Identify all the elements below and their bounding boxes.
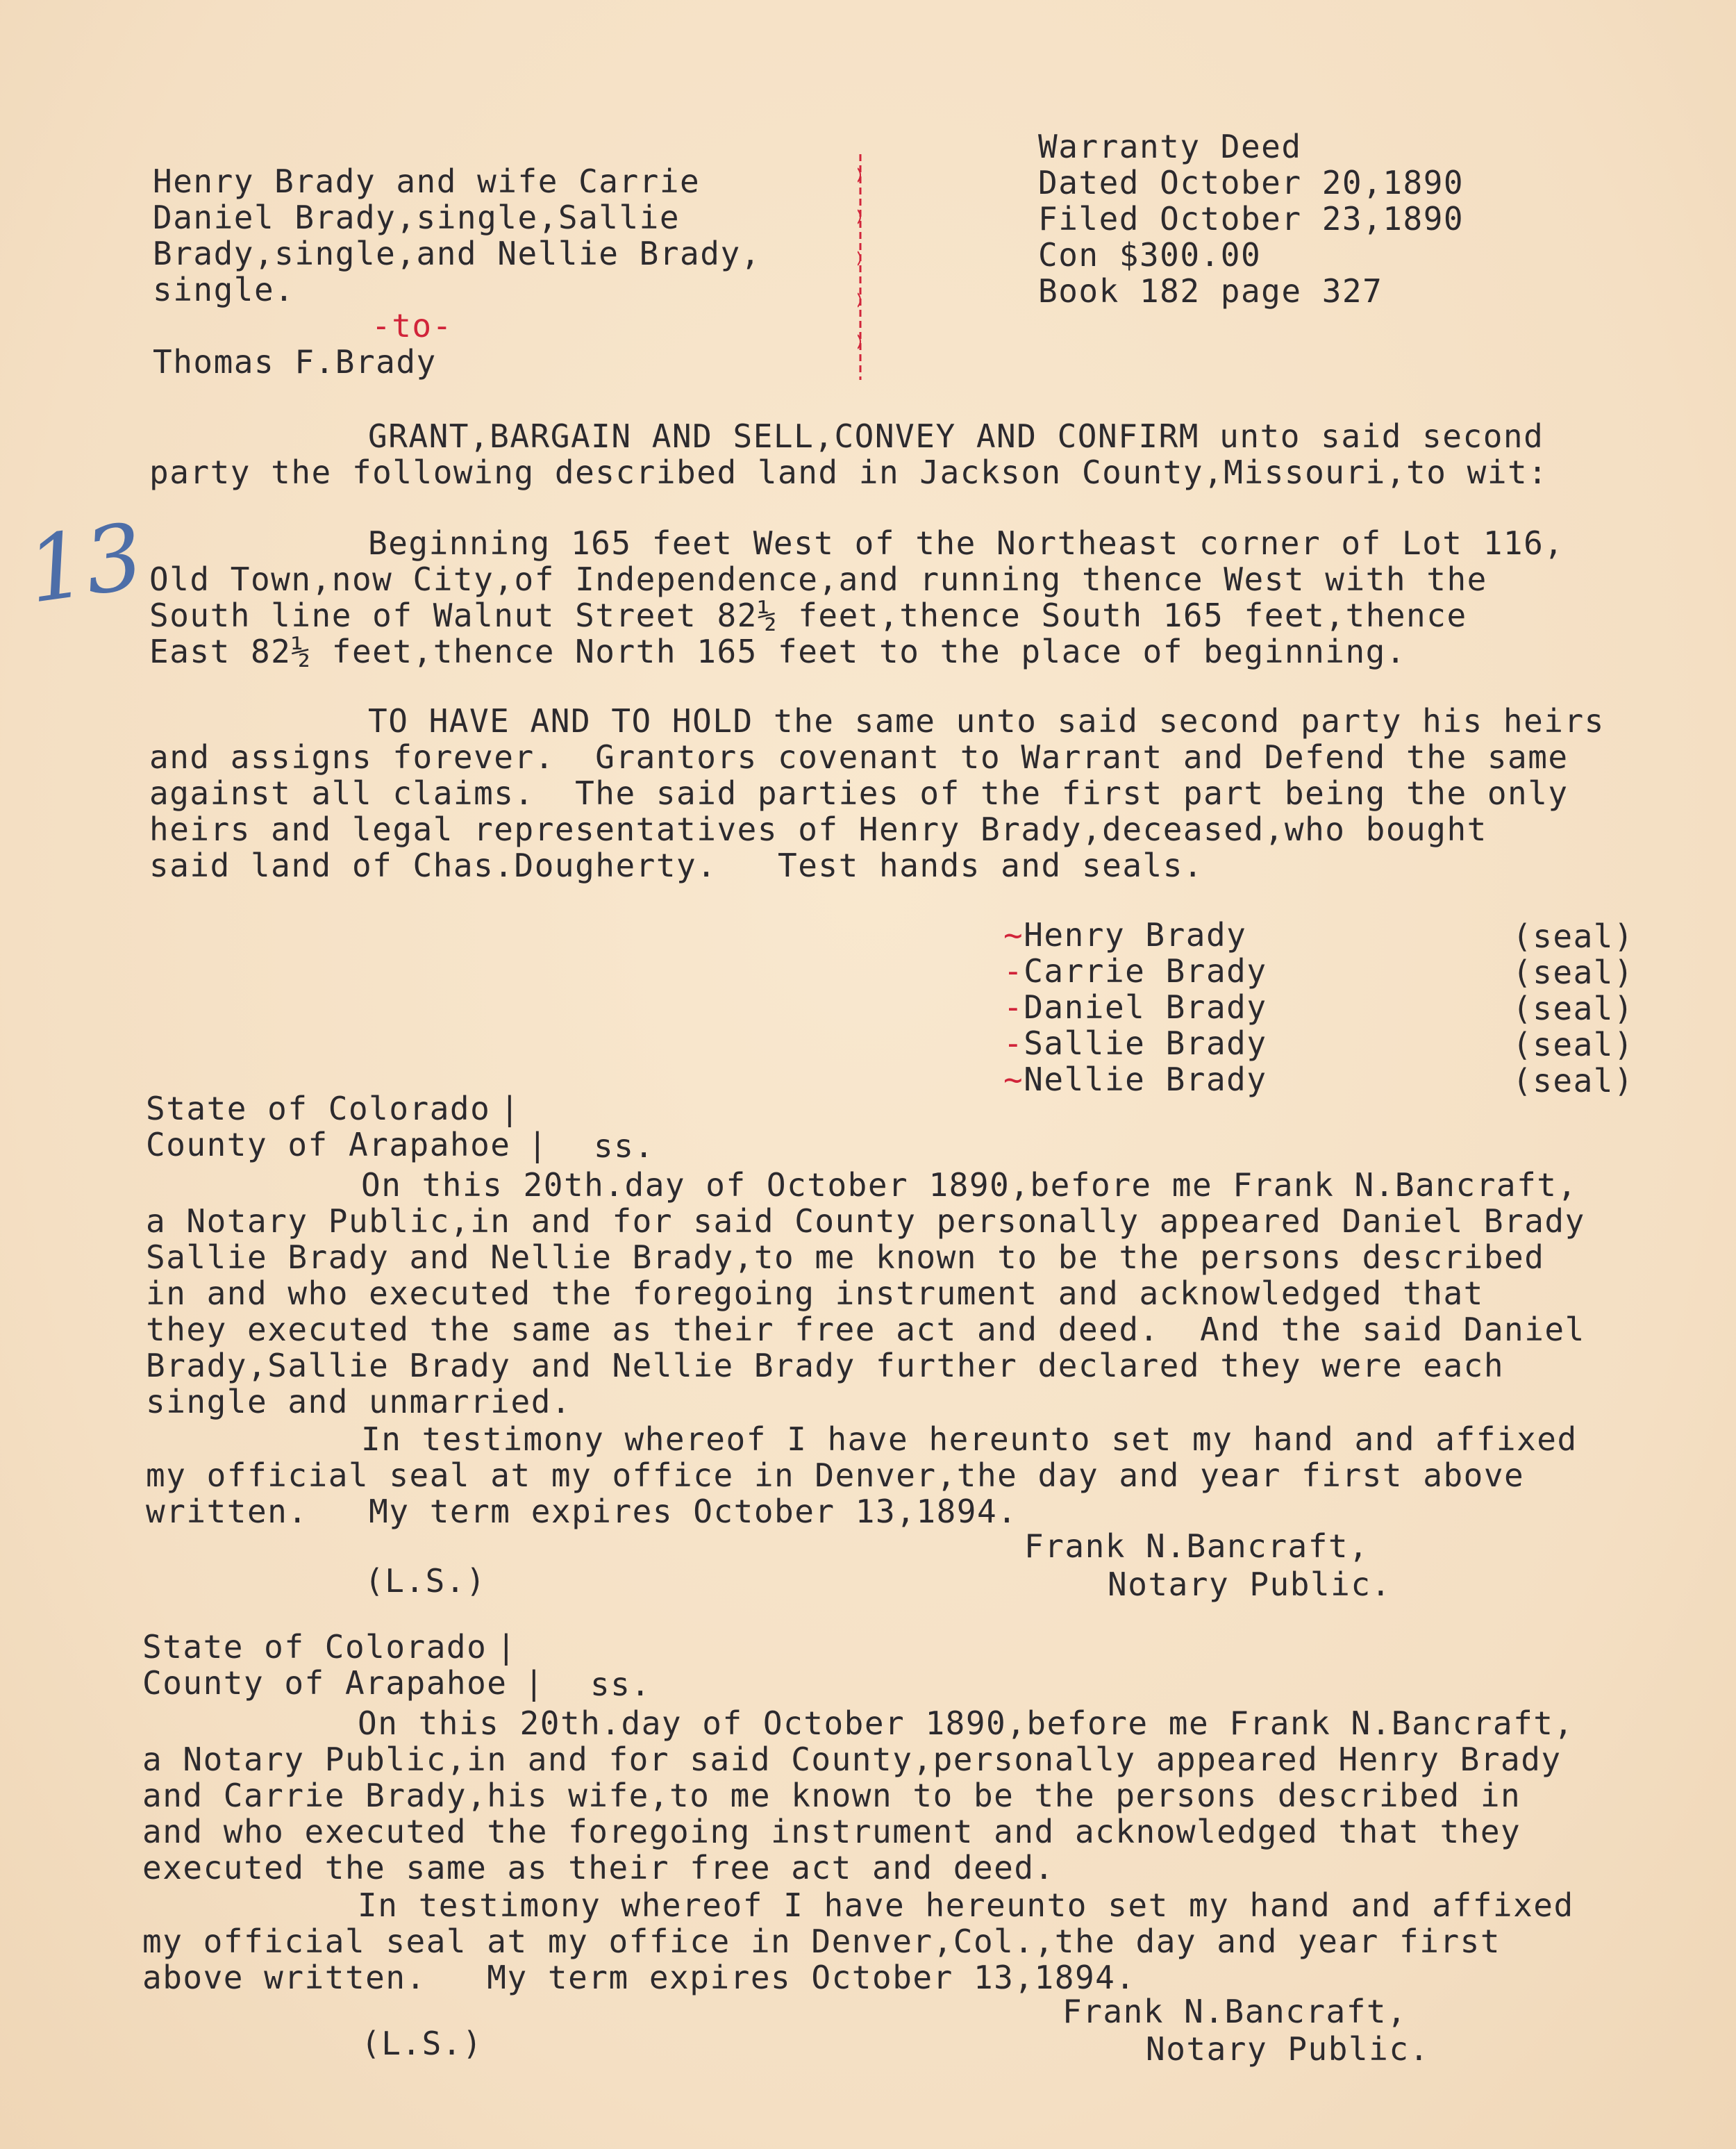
divider-brace-icon	[858, 154, 863, 380]
text-line: and who executed the foregoing instrument and acknowledged that they	[142, 1813, 1521, 1850]
signature-name: Sallie Brady	[1024, 1024, 1267, 1062]
text-line: a Notary Public,in and for said County,personally appeared Henry Brady	[142, 1741, 1562, 1778]
signature-tick: ~	[1003, 916, 1024, 954]
text-line: Brady,Sallie Brady and Nellie Brady further declared they were each	[146, 1347, 1505, 1384]
signature-row	[1003, 917, 1246, 953]
text-line: In testimony whereof I have hereunto set my hand and affixed	[358, 1886, 1574, 1924]
text-line: above written. My term expires October 13,1894.	[142, 1959, 1136, 1996]
venue-brace: |	[496, 1628, 517, 1666]
venue-brace: |	[528, 1126, 549, 1163]
venue-ss: ss.	[590, 1666, 651, 1703]
seal-label: (seal)	[1512, 990, 1635, 1027]
seal-ls: (L.S.)	[361, 2025, 483, 2062]
text-line: On this 20th.day of October 1890,before me Frank N.Bancraft,	[358, 1704, 1574, 1742]
venue-state: State of Colorado	[142, 1628, 487, 1666]
text-line: and assigns forever. Grantors covenant to Warrant and Defend the same	[149, 738, 1569, 776]
grantor-line: Daniel Brady,single,Sallie	[153, 199, 681, 236]
text-line: In testimony whereof I have hereunto set my hand and affixed	[361, 1420, 1578, 1458]
signature-name: Daniel Brady	[1024, 988, 1267, 1026]
notary-title: Notary Public.	[1146, 2030, 1430, 2068]
notary-name: Frank N.Bancraft,	[1062, 1993, 1408, 2030]
grantor-line: Brady,single,and Nellie Brady,	[153, 235, 761, 272]
text-line: a Notary Public,in and for said County personally appeared Daniel Brady	[146, 1202, 1585, 1240]
grantor-line: Henry Brady and wife Carrie	[153, 163, 701, 200]
text-line: my official seal at my office in Denver,Col.,the day and year first	[142, 1923, 1501, 1960]
signature-tick: -	[1003, 1024, 1024, 1062]
seal-label: (seal)	[1512, 1026, 1635, 1063]
text-line: East 82½ feet,thence North 165 feet to the place of beginning.	[149, 633, 1407, 670]
text-line: in and who executed the foregoing instrument and acknowledged that	[146, 1275, 1484, 1312]
venue-ss: ss.	[594, 1127, 655, 1165]
text-line: executed the same as their free act and deed.	[142, 1849, 1055, 1886]
venue-county: County of Arapahoe	[142, 1664, 508, 1702]
signature-row	[1003, 989, 1267, 1025]
signature-name: Henry Brady	[1024, 916, 1247, 954]
seal-label: (seal)	[1512, 918, 1635, 955]
to-label: -to-	[372, 307, 453, 345]
deed-consideration: Con $300.00	[1038, 236, 1262, 274]
grantee-name: Thomas F.Brady	[153, 343, 437, 381]
deed-dated: Dated October 20,1890	[1038, 164, 1464, 201]
text-line: said land of Chas.Dougherty. Test hands and seals.	[149, 847, 1204, 884]
venue-brace: |	[524, 1664, 545, 1702]
text-line: Old Town,now City,of Independence,and running thence West with the	[149, 561, 1487, 598]
text-line: On this 20th.day of October 1890,before me Frank N.Bancraft,	[361, 1166, 1578, 1204]
seal-label: (seal)	[1512, 1062, 1635, 1100]
text-line: South line of Walnut Street 82½ feet,thence South 165 feet,thence	[149, 597, 1467, 634]
signature-name: Carrie Brady	[1024, 952, 1267, 990]
signature-tick: -	[1003, 988, 1024, 1026]
venue-county: County of Arapahoe	[146, 1126, 511, 1163]
signature-row	[1003, 1025, 1267, 1061]
margin-note: 13	[21, 503, 150, 624]
text-line: Beginning 165 feet West of the Northeast corner of Lot 116,	[368, 524, 1564, 562]
text-line: Sallie Brady and Nellie Brady,to me known to be the persons described	[146, 1238, 1545, 1276]
deed-book: Book 182 page 327	[1038, 272, 1383, 310]
seal-label: (seal)	[1512, 954, 1635, 991]
venue-brace: |	[500, 1090, 521, 1127]
text-line: party the following described land in Jackson County,Missouri,to wit:	[149, 454, 1549, 491]
grantor-line: single.	[153, 271, 295, 308]
text-line: GRANT,BARGAIN AND SELL,CONVEY AND CONFIRM unto said second	[368, 417, 1544, 455]
text-line: and Carrie Brady,his wife,to me known to be the persons described in	[142, 1777, 1521, 1814]
venue-state: State of Colorado	[146, 1090, 491, 1127]
text-line: they executed the same as their free act and deed. And the said Daniel	[146, 1311, 1585, 1348]
text-line: my official seal at my office in Denver,the day and year first above	[146, 1457, 1525, 1494]
deed-filed: Filed October 23,1890	[1038, 200, 1464, 238]
signature-tick: -	[1003, 952, 1024, 990]
signature-row	[1003, 953, 1267, 989]
text-line: against all claims. The said parties of the first part being the only	[149, 774, 1569, 812]
notary-name: Frank N.Bancraft,	[1024, 1527, 1369, 1565]
text-line: heirs and legal representatives of Henry Brady,deceased,who bought	[149, 811, 1487, 848]
signature-name: Nellie Brady	[1024, 1061, 1267, 1098]
signature-row	[1003, 1061, 1267, 1097]
text-line: written. My term expires October 13,1894.	[146, 1493, 1018, 1530]
notary-title: Notary Public.	[1108, 1566, 1392, 1603]
seal-ls: (L.S.)	[365, 1562, 487, 1600]
text-line: single and unmarried.	[146, 1383, 572, 1420]
text-line: TO HAVE AND TO HOLD the same unto said second party his heirs	[368, 702, 1605, 740]
deed-type: Warranty Deed	[1038, 128, 1302, 165]
signature-tick: ~	[1003, 1061, 1024, 1098]
